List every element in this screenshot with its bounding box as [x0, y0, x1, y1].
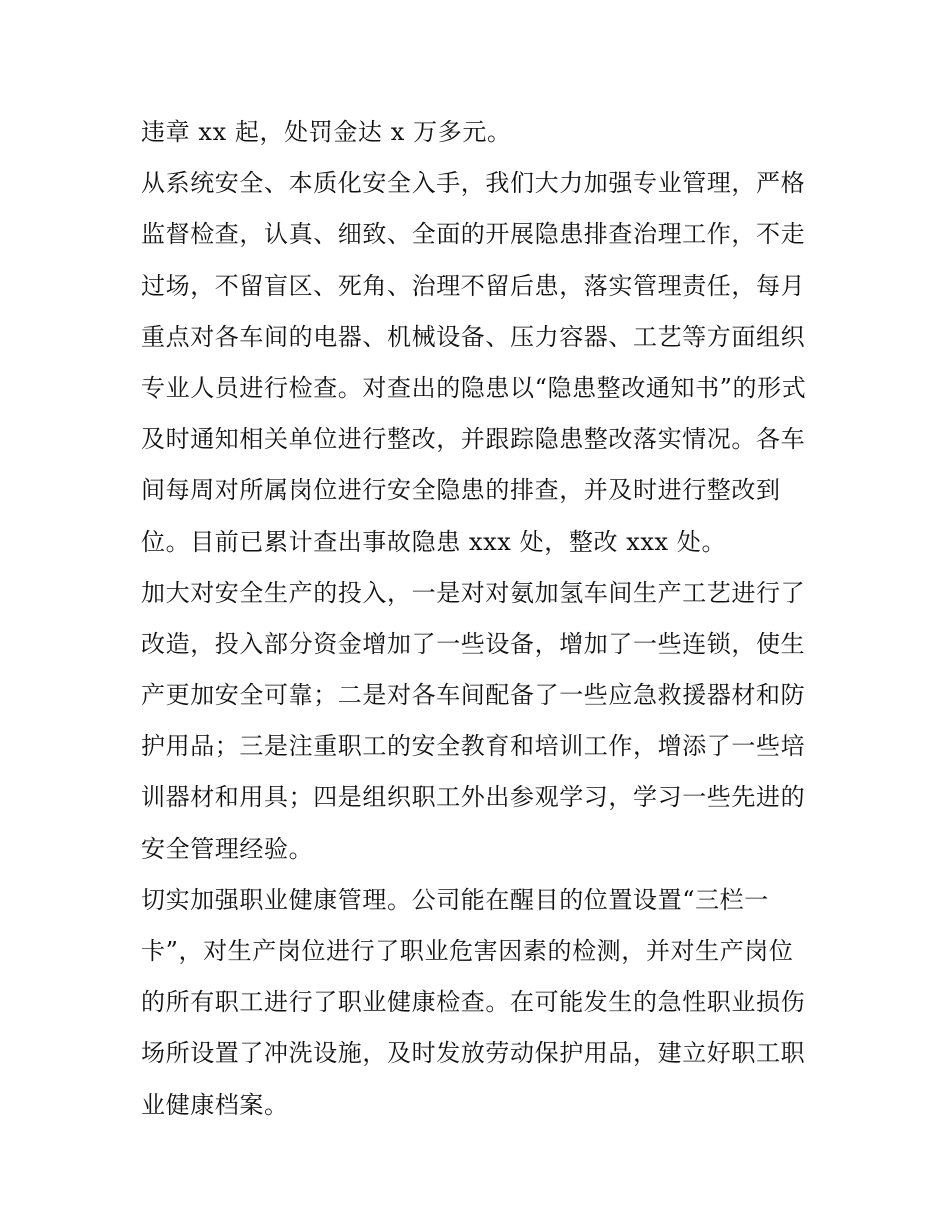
text-line: 及时通知相关单位进行整改，并跟踪隐患整改落实情况。各车	[141, 425, 806, 454]
text-line: 的所有职工进行了职业健康检查。在可能发生的急性职业损伤	[141, 988, 806, 1017]
text-line: 护用品；三是注重职工的安全教育和培训工作，增添了一些培	[141, 732, 806, 761]
text-line: 产更加安全可靠；二是对各车间配备了一些应急救援器材和防	[141, 681, 806, 710]
text-line: 从系统安全、本质化安全入手，我们大力加强专业管理，严格	[141, 169, 806, 198]
text-line: 卡”，对生产岗位进行了职业危害因素的检测，并对生产岗位	[141, 937, 794, 965]
document-body	[141, 107, 821, 1131]
text-line: 安全管理经验。	[141, 834, 314, 863]
text-line: 违章 xx 起，处罚金达 x 万多元。	[141, 118, 512, 146]
text-line: 场所设置了冲洗设施，及时发放劳动保护用品，建立好职工职	[141, 1039, 806, 1068]
text-line: 专业人员进行检查。对查出的隐患以“隐患整改通知书”的形式	[141, 373, 807, 402]
text-line: 监督检查，认真、细致、全面的开展隐患排查治理工作，不走	[141, 220, 806, 249]
text-line: 间每周对所属岗位进行安全隐患的排查，并及时进行整改到	[141, 476, 781, 505]
text-line: 加大对安全生产的投入，一是对对氨加氢车间生产工艺进行了	[141, 578, 806, 607]
text-line: 切实加强职业健康管理。公司能在醒目的位置设置“三栏一	[141, 885, 769, 914]
text-line: 位。目前已累计查出事故隐患 xxx 处，整改 xxx 处。	[141, 527, 727, 556]
text-line: 训器材和用具；四是组织职工外出参观学习，学习一些先进的	[141, 783, 806, 812]
text-line: 改造，投入部分资金增加了一些设备，增加了一些连锁，使生	[141, 629, 806, 658]
text-line: 重点对各车间的电器、机械设备、压力容器、工艺等方面组织	[141, 322, 806, 351]
text-line: 业健康档案。	[141, 1090, 289, 1119]
text-line: 过场，不留盲区、死角、治理不留后患，落实管理责任，每月	[141, 271, 806, 300]
